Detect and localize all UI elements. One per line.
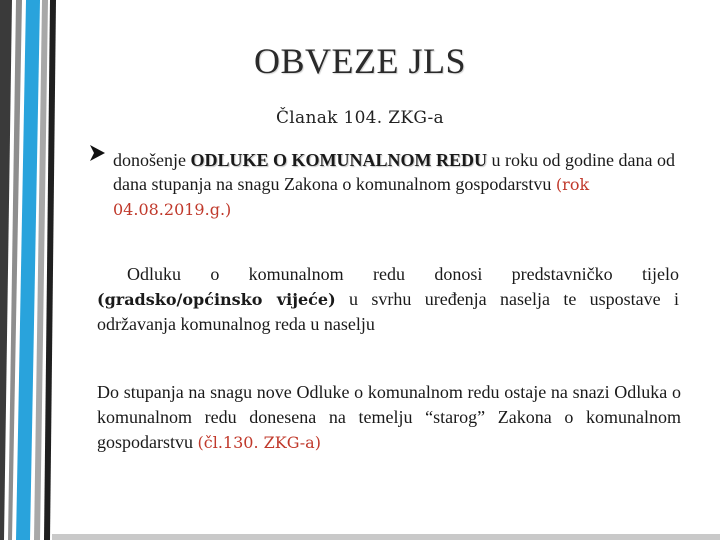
paragraph-transition — [97, 380, 681, 455]
bullet-text — [113, 148, 683, 222]
paragraph2-end: u svrhu uređenja naselja te uspostave i održavanja komunalnog reda u naselju — [97, 289, 679, 334]
bullet-prefix: donošenje — [113, 150, 191, 170]
paragraph-council — [97, 262, 679, 337]
bullet-emphasis: ODLUKE O KOMUNALNOM REDU — [190, 150, 487, 170]
article-reference: (čl.130. ZKG-a) — [197, 433, 321, 452]
paragraph2-emphasis: (gradsko/općinsko vijeće) — [97, 290, 336, 309]
slide-subtitle: Članak 104. ZKG-a — [275, 108, 444, 128]
bottom-band — [52, 534, 720, 540]
arrow-bullet-icon — [88, 142, 108, 164]
bullet-body: u roku od godine dana od dana stupanja na snagu Zakona o komunalnom gospodarstvu — [113, 150, 675, 194]
deadline-text: (rok 04.08.2019.g.) — [113, 175, 590, 219]
paragraph3-text: Do stupanja na snagu nove Odluke o komunalnom redu ostaje na snazi Odluka o komunalnom redu donesena na temelju “starog” Zakona o komunalnom gospodarstvu — [97, 382, 681, 452]
paragraph2-start: Odluku o komunalnom redu donosi predstavničko tijelo — [127, 264, 679, 284]
slide-title: OBVEZE JLS — [254, 41, 466, 81]
